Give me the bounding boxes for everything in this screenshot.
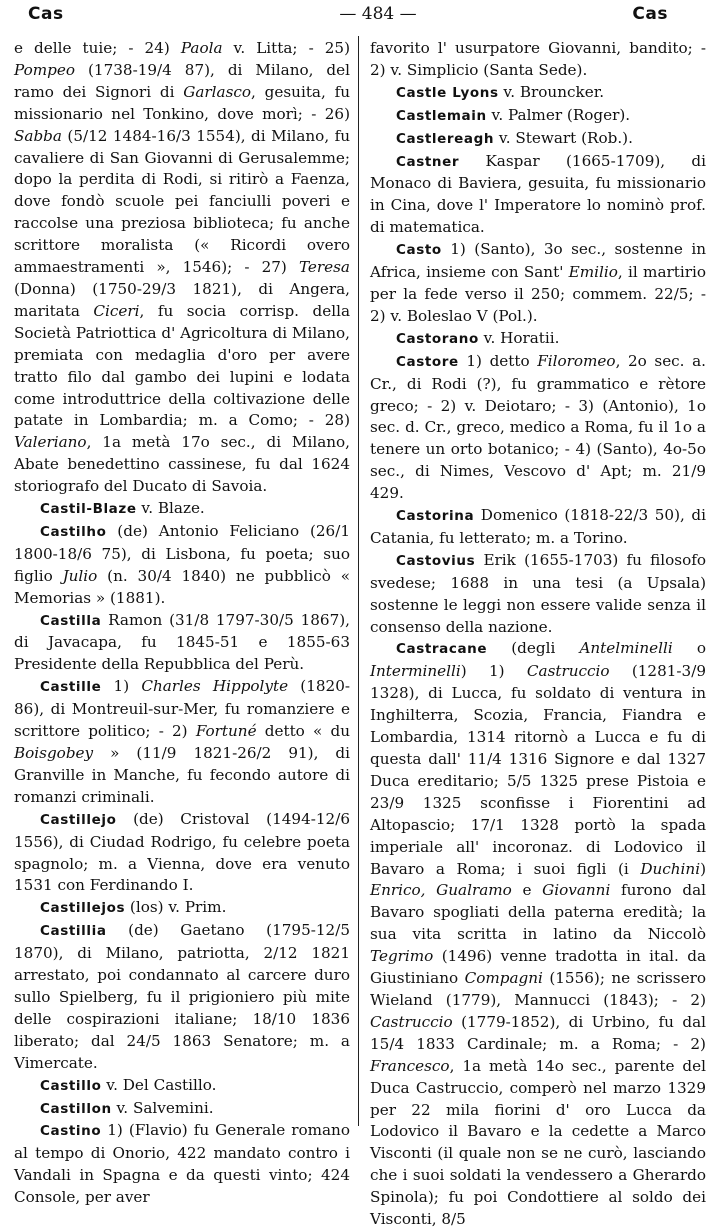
entry-text: , 1a metà 17o sec., di Milano, Abate benedettino cassinese, fu dal 1624 storiografo del Ducato di Savoia. bbox=[14, 433, 350, 496]
entry-headword: Castle Lyons bbox=[396, 84, 499, 101]
entry-text: Erik (1655-1703) fu filosofo svedese; 1688 in una tesi (a Upsala) sostenne le leggi non essere valide senza il consenso della nazione. bbox=[370, 550, 706, 636]
italic-name: Interminelli bbox=[370, 662, 461, 681]
entry-text: o bbox=[672, 639, 706, 658]
entry-text: 1) detto bbox=[458, 351, 538, 370]
left-column bbox=[14, 38, 350, 1209]
italic-name: Giovanni bbox=[542, 881, 611, 900]
page-header bbox=[28, 4, 698, 30]
dictionary-entry bbox=[370, 550, 706, 639]
entry-text: (de) Cristoval (1494-12/6 1556), di Ciudad Rodrigo, fu celebre poeta spagnolo; m. a Vienna, dove era venuto 1531 con Ferdinando I. bbox=[14, 809, 350, 895]
dictionary-entry bbox=[14, 1098, 350, 1121]
entry-headword: Castorina bbox=[396, 508, 475, 525]
entry-text: v. Horatii. bbox=[478, 328, 560, 347]
entry-text: (de) Gaetano (1795-12/5 1870), di Milano, patriotta, 2/12 1821 arrestato, poi condannato al carcere duro sullo Spielberg, fu il prigioniero più mite delle cospirazioni italiane; 18/10 1836 liberato; dal 24/5 1863 Senatore; m. a Vimercate. bbox=[14, 921, 350, 1072]
entry-headword: Castilho bbox=[40, 523, 107, 540]
entry-continuation bbox=[370, 38, 706, 82]
dictionary-entry bbox=[14, 897, 350, 920]
entry-text: 1) bbox=[101, 677, 142, 696]
entry-text: (1779-1852), di Urbino, fu dal 15/4 1833 Cardinale; m. a Roma; - 2) bbox=[370, 1012, 706, 1053]
dictionary-entry bbox=[370, 128, 706, 151]
dictionary-entry bbox=[14, 809, 350, 898]
entry-text: , fu socia corrisp. della Società Patriottica d' Agricoltura di Milano, premiata con medaglia d'oro per avere tratto filo dal gambo dei lupini e lodata come introduttrice della coltivazione delle patate in Lombardia; m. a Como; - 28) bbox=[14, 301, 350, 430]
dictionary-entry bbox=[370, 505, 706, 550]
entry-text: ) 1) bbox=[460, 662, 527, 681]
entry-text: (1556); ne scrissero Wieland (1779), Mannucci (1843); - 2) bbox=[370, 969, 706, 1009]
entry-headword: Castillon bbox=[40, 1100, 112, 1117]
dictionary-entry bbox=[14, 920, 350, 1074]
italic-name: Antelminelli bbox=[579, 639, 673, 658]
entry-text: 1) (Flavio) fu Generale romano al tempo di Onorio, 422 mandato contro i Vandali in Spagna e da questi vinto; 424 Console, per aver bbox=[14, 1121, 350, 1207]
entry-text: , 1a metà 14o sec., parente del Duca Castruccio, comperò nel marzo 1329 per 22 mila fiorini d' oro Lucca da Lodovico il Bavaro e la cedette a Marco Visconti (il quale non se ne curò, lasciando che i suoi soldati la vendessero a Gherardo Spinola); fu poi Condottiere al soldo dei Visconti, 8/5 bbox=[370, 1056, 706, 1229]
italic-name: Ciceri bbox=[93, 301, 140, 320]
entry-text: v. Litta; - 25) bbox=[222, 39, 350, 57]
entry-headword: Castner bbox=[396, 153, 460, 170]
entry-headword: Castlemain bbox=[396, 107, 487, 124]
italic-name: Castruccio bbox=[370, 1012, 453, 1031]
entry-text: » (11/9 1821-26/2 91), di Granville in Manche, fu fecondo autore di romanzi criminali. bbox=[14, 744, 350, 806]
italic-name: Enrico, Gualramo bbox=[370, 881, 512, 900]
entry-text: v. Stewart (Rob.). bbox=[494, 128, 633, 147]
dictionary-entry bbox=[14, 610, 350, 677]
italic-name: Tegrimo bbox=[370, 947, 434, 966]
dictionary-entry bbox=[370, 351, 706, 505]
entry-headword: Castino bbox=[40, 1123, 102, 1140]
entry-text: Ramon (31/8 1797-30/5 1867), di Javacapa, fu 1845-51 e 1855-63 Presidente della Repubblica del Perù. bbox=[14, 610, 350, 674]
right-column bbox=[370, 38, 706, 1231]
entry-text: (5/12 1484-16/3 1554), di Milano, fu cavaliere di San Giovanni di Gerusalemme; dopo la perdita di Rodi, si ritirò a Faenza, dove fondò scuole pei fanciulli poveri e raccolse una preziosa biblioteca; fu anche scrittore moralista (« Ricordi overo ammaestramenti », 1546); - 27) bbox=[14, 126, 350, 277]
dictionary-entry bbox=[370, 328, 706, 351]
header-right-guideword: Cas bbox=[632, 4, 668, 24]
entry-headword: Castlereagh bbox=[396, 130, 495, 147]
page-number: — 484 — bbox=[339, 4, 417, 24]
entry-text: (1738-19/4 87), di Milano, del ramo dei Signori di bbox=[14, 60, 350, 101]
entry-text: v. Palmer (Roger). bbox=[486, 105, 631, 124]
entry-headword: Castore bbox=[396, 353, 459, 370]
entry-text: v. Salvemini. bbox=[111, 1098, 214, 1117]
italic-name: Duchini bbox=[640, 859, 701, 878]
italic-name: Compagni bbox=[464, 969, 543, 988]
italic-name: Filoromeo bbox=[537, 351, 616, 370]
entry-text: v. Blaze. bbox=[136, 499, 205, 518]
entry-text: , il martirio per la fede verso il 250; commem. 22/5; - 2) v. Boleslao V (Pol.). bbox=[370, 263, 706, 325]
entry-headword: Castillo bbox=[40, 1077, 102, 1094]
dictionary-entry bbox=[14, 521, 350, 610]
entry-text: v. Del Castillo. bbox=[101, 1075, 217, 1094]
entry-text: , 2o sec. a. Cr., di Rodi (?), fu grammatico e rètore greco; - 2) v. Deiotaro; - 3) (Antonio), 1o sec. d. Cr., greco, medico a Roma, fu il 1o a tenere un orto botanico; - 4) (Santo), 4o-5o sec., di Nimes, Vescovo d' Apt; m. 21/9 429. bbox=[370, 351, 706, 503]
entry-headword: Castillia bbox=[40, 923, 107, 940]
dictionary-entry bbox=[370, 239, 706, 328]
entry-text: Kaspar (1665-1709), di Monaco di Baviera, gesuita, fu missionario in Cina, dove l' Imperatore lo nominò prof. di matematica. bbox=[370, 151, 706, 237]
entry-text: , gesuita, fu missionario nel Tonkino, dove morì; - 26) bbox=[14, 82, 351, 123]
entry-text: (n. 30/4 1840) ne pubblicò « Memorias » (1881). bbox=[14, 566, 350, 607]
entry-headword: Castil-Blaze bbox=[40, 501, 137, 518]
entry-headword: Castorano bbox=[396, 330, 479, 347]
italic-name: Boisgobey bbox=[14, 744, 94, 762]
dictionary-entry bbox=[14, 498, 350, 521]
entry-text: e bbox=[511, 881, 543, 900]
entry-text: (Donna) (1750-29/3 1821), di Angera, maritata bbox=[14, 279, 350, 320]
dictionary-entry bbox=[14, 1120, 350, 1209]
entry-text: Domenico (1818-22/3 50), di Catania, fu letterato; m. a Torino. bbox=[370, 506, 706, 547]
entry-headword: Casto bbox=[396, 242, 442, 259]
italic-name: Pompeo bbox=[14, 60, 76, 79]
italic-name: Sabba bbox=[14, 126, 62, 145]
entry-continuation bbox=[14, 38, 350, 498]
italic-name: Fortuné bbox=[195, 722, 257, 741]
italic-name: Valeriano bbox=[14, 433, 87, 452]
entry-text: (degli bbox=[487, 639, 580, 658]
entry-headword: Castracane bbox=[396, 641, 488, 658]
dictionary-entry bbox=[370, 82, 706, 105]
entry-text: favorito l' usurpatore Giovanni, bandito; - 2) v. Simplicio (Santa Sede). bbox=[370, 39, 706, 79]
entry-headword: Castilla bbox=[40, 612, 102, 629]
entry-text: v. Brouncker. bbox=[498, 82, 605, 101]
dictionary-entry bbox=[14, 676, 350, 808]
entry-text: ) bbox=[700, 859, 706, 878]
entry-text: (de) Antonio Feliciano (26/1 1800-18/6 75), di Lisbona, fu poeta; suo figlio bbox=[14, 521, 350, 585]
entry-text: furono dal Bavaro spogliati della paterna eredità; la sua vita scritta in latino da Niccolò bbox=[370, 881, 706, 944]
entry-headword: Castille bbox=[40, 679, 102, 696]
entry-headword: Castillejo bbox=[40, 811, 117, 828]
italic-name: Castruccio bbox=[526, 662, 610, 681]
dictionary-entry bbox=[370, 105, 706, 128]
entry-text: (1281-3/9 1328), di Lucca, fu soldato di ventura in Inghilterra, Scozia, Francia, Fiandra e Lombardia, 1314 ritornò a Lucca e fu di questa dall' 11/4 1316 Signore e dal 1327 Duca ereditario; 5/5 1325 prese Pistoia e 23/9 1325 sconfisse i Fiorentini ad Altopascio; 17/1 1328 portò la spada imperiale all' incoronaz. di Lodovico il Bavaro a Roma; i suoi figli (i bbox=[370, 662, 706, 878]
dictionary-entry bbox=[370, 638, 706, 1230]
italic-name: Julio bbox=[62, 566, 98, 585]
entry-text: (1820-86), di Montreuil-sur-Mer, fu romanziere e scrittore politico; - 2) bbox=[14, 677, 350, 741]
dictionary-entry bbox=[370, 151, 706, 240]
dictionary-entry bbox=[14, 1075, 350, 1098]
entry-text: e delle tuie; - 24) bbox=[14, 39, 181, 57]
entry-text: (1496) venne tradotta in ital. da Giustiniano bbox=[370, 947, 706, 988]
entry-headword: Castovius bbox=[396, 552, 476, 569]
italic-name: Emilio bbox=[568, 263, 618, 282]
entry-text: (los) v. Prim. bbox=[125, 898, 227, 917]
header-left-guideword: Cas bbox=[28, 4, 64, 24]
entry-text: detto « du bbox=[256, 722, 351, 741]
italic-name: Garlasco bbox=[183, 82, 252, 101]
column-divider bbox=[358, 36, 359, 1126]
italic-name: Francesco bbox=[370, 1056, 450, 1075]
italic-name: Teresa bbox=[298, 258, 350, 277]
entry-headword: Castillejos bbox=[40, 900, 126, 917]
italic-name: Paola bbox=[180, 39, 223, 57]
entry-text: 1) (Santo), 3o sec., sostenne in Africa, insieme con Sant' bbox=[370, 240, 706, 282]
italic-name: Charles Hippolyte bbox=[141, 677, 289, 696]
